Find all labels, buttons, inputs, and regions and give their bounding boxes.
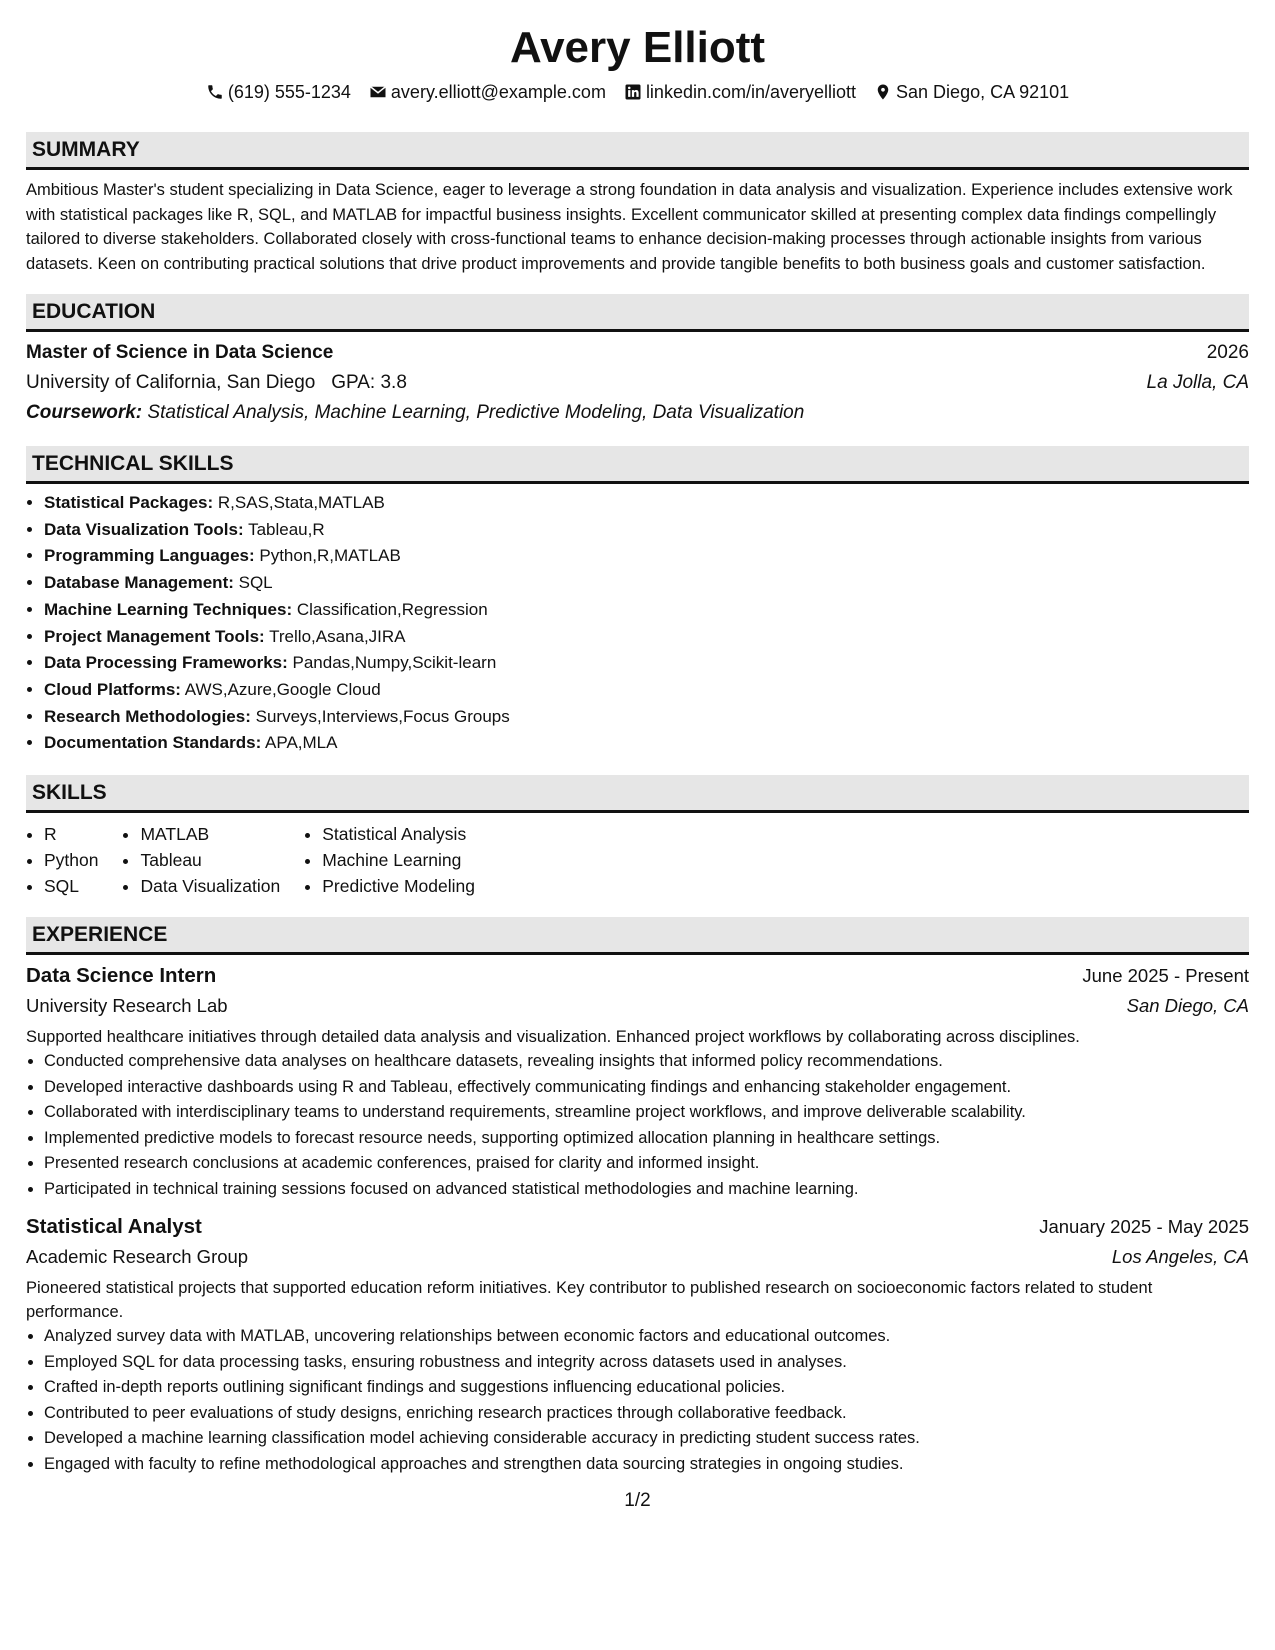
job-location: San Diego, CA [1126,995,1249,1017]
contact-email[interactable]: avery.elliott@example.com [369,80,606,104]
graduation-year: 2026 [1206,342,1249,363]
list-item: • Python [44,847,98,873]
job-dates: January 2025 - May 2025 [1039,1216,1249,1238]
job-entry [26,1212,1249,1477]
contact-linkedin[interactable]: linkedin.com/in/averyelliott [624,80,856,104]
gpa: GPA: 3.8 [331,372,407,393]
list-item: • Programming Languages: Python,R,MATLAB [44,543,1249,570]
technical-skills-section [26,446,1249,757]
technical-skills-list [44,490,1249,757]
list-item: • Tableau [140,847,280,873]
section-heading: SKILLS [26,775,1249,813]
list-item: • Contributed to peer evaluations of study designs, enriching research practices through collaborative feedback. [44,1401,1249,1427]
list-item: • Project Management Tools: Trello,Asana,JIRA [44,624,1249,651]
coursework [26,398,1249,428]
job-entry [26,961,1249,1202]
map-pin-icon [874,83,892,101]
list-item: • Predictive Modeling [322,873,475,899]
list-item: • Crafted in-depth reports outlining significant findings and suggestions influencing educational policies. [44,1375,1249,1401]
job-org: University Research Lab [26,995,228,1017]
coursework-list: Statistical Analysis, Machine Learning, Predictive Modeling, Data Visualization [147,402,805,423]
list-item: • Participated in technical training sessions focused on advanced statistical methodologies and machine learning. [44,1177,1249,1203]
envelope-icon [369,83,387,101]
list-item: • Research Methodologies: Surveys,Interviews,Focus Groups [44,704,1249,731]
skills-column [44,821,98,899]
education-section [26,294,1249,428]
list-item: • Database Management: SQL [44,570,1249,597]
coursework-label: Coursework: [26,402,143,423]
section-heading: SUMMARY [26,132,1249,170]
school-name: University of California, San Diego [26,372,316,393]
skills-column [322,821,475,899]
section-heading: EXPERIENCE [26,917,1249,955]
list-item: • Data Visualization Tools: Tableau,R [44,517,1249,544]
page-number: 1/2 [624,1490,651,1511]
list-item: • Statistical Analysis [322,821,475,847]
section-heading: TECHNICAL SKILLS [26,446,1249,484]
job-bullets [44,1324,1249,1477]
skills-grid [26,821,1249,899]
list-item: • MATLAB [140,821,280,847]
job-description: Pioneered statistical projects that supported education reform initiatives. Key contributor to published research on socioeconomic factors related to student performance. [26,1279,1153,1322]
contact-location: San Diego, CA 92101 [874,80,1069,104]
job-description: Supported healthcare initiatives through detailed data analysis and visualization. Enhanced project workflows by collaborating across disciplines. [26,1028,1080,1047]
degree: Master of Science in Data Science [26,342,334,363]
list-item: • Developed interactive dashboards using R and Tableau, effectively communicating findings and enhancing stakeholder engagement. [44,1075,1249,1101]
list-item: • Machine Learning [322,847,475,873]
list-item: • SQL [44,873,98,899]
list-item: • Analyzed survey data with MATLAB, uncovering relationships between economic factors and educational outcomes. [44,1324,1249,1350]
job-location: Los Angeles, CA [1111,1246,1249,1268]
list-item: • Engaged with faculty to refine methodological approaches and strengthen data sourcing strategies in ongoing studies. [44,1452,1249,1478]
contact-phone: (619) 555-1234 [206,80,351,104]
list-item: • Employed SQL for data processing tasks, ensuring robustness and integrity across datasets used in analyses. [44,1350,1249,1376]
job-title: Data Science Intern [26,964,217,988]
skills-column [140,821,280,899]
skills-section [26,775,1249,899]
job-org: Academic Research Group [26,1246,249,1268]
job-bullets [44,1049,1249,1202]
linkedin-icon [624,83,642,101]
list-item: • Documentation Standards: APA,MLA [44,730,1249,757]
phone-icon [206,83,224,101]
job-title: Statistical Analyst [26,1215,202,1239]
section-heading: EDUCATION [26,294,1249,332]
list-item: • Data Visualization [140,873,280,899]
school-location: La Jolla, CA [1146,372,1249,393]
list-item: • Cloud Platforms: AWS,Azure,Google Cloud [44,677,1249,704]
candidate-name: Avery Elliott [509,23,766,72]
list-item: • Collaborated with interdisciplinary teams to understand requirements, streamline project workflows, and improve deliverable scalability. [44,1100,1249,1126]
list-item: • Presented research conclusions at academic conferences, praised for clarity and informed insight. [44,1151,1249,1177]
list-item: • Developed a machine learning classification model achieving considerable accuracy in predicting student success rates. [44,1426,1249,1452]
list-item: • Data Processing Frameworks: Pandas,Numpy,Scikit-learn [44,650,1249,677]
experience-section [26,917,1249,1477]
list-item: • R [44,821,98,847]
list-item: • Conducted comprehensive data analyses on healthcare datasets, revealing insights that informed policy recommendations. [44,1049,1249,1075]
school-line [26,368,407,398]
list-item: • Statistical Packages: R,SAS,Stata,MATLAB [44,490,1249,517]
summary-text: Ambitious Master's student specializing in Data Science, eager to leverage a strong foundation in data analysis and visualization. Experience includes extensive work with statistical packages like R, SQL, and MATLAB for impactful business insights. Excellent communicator skilled at presenting complex data findings compellingly tailored to diverse stakeholders. Collaborated closely with cross-functional teams to enhance decision-making processes through actionable insights from various datasets. Keen on contributing practical solutions that drive product improvements and provide tangible benefits to both business goals and customer satisfaction. [26,181,1233,273]
summary-section [26,132,1249,276]
list-item: • Implemented predictive models to forecast resource needs, supporting optimized allocation planning in healthcare settings. [44,1126,1249,1152]
list-item: • Machine Learning Techniques: Classification,Regression [44,597,1249,624]
job-dates: June 2025 - Present [1082,965,1249,987]
contact-bar [26,80,1249,104]
